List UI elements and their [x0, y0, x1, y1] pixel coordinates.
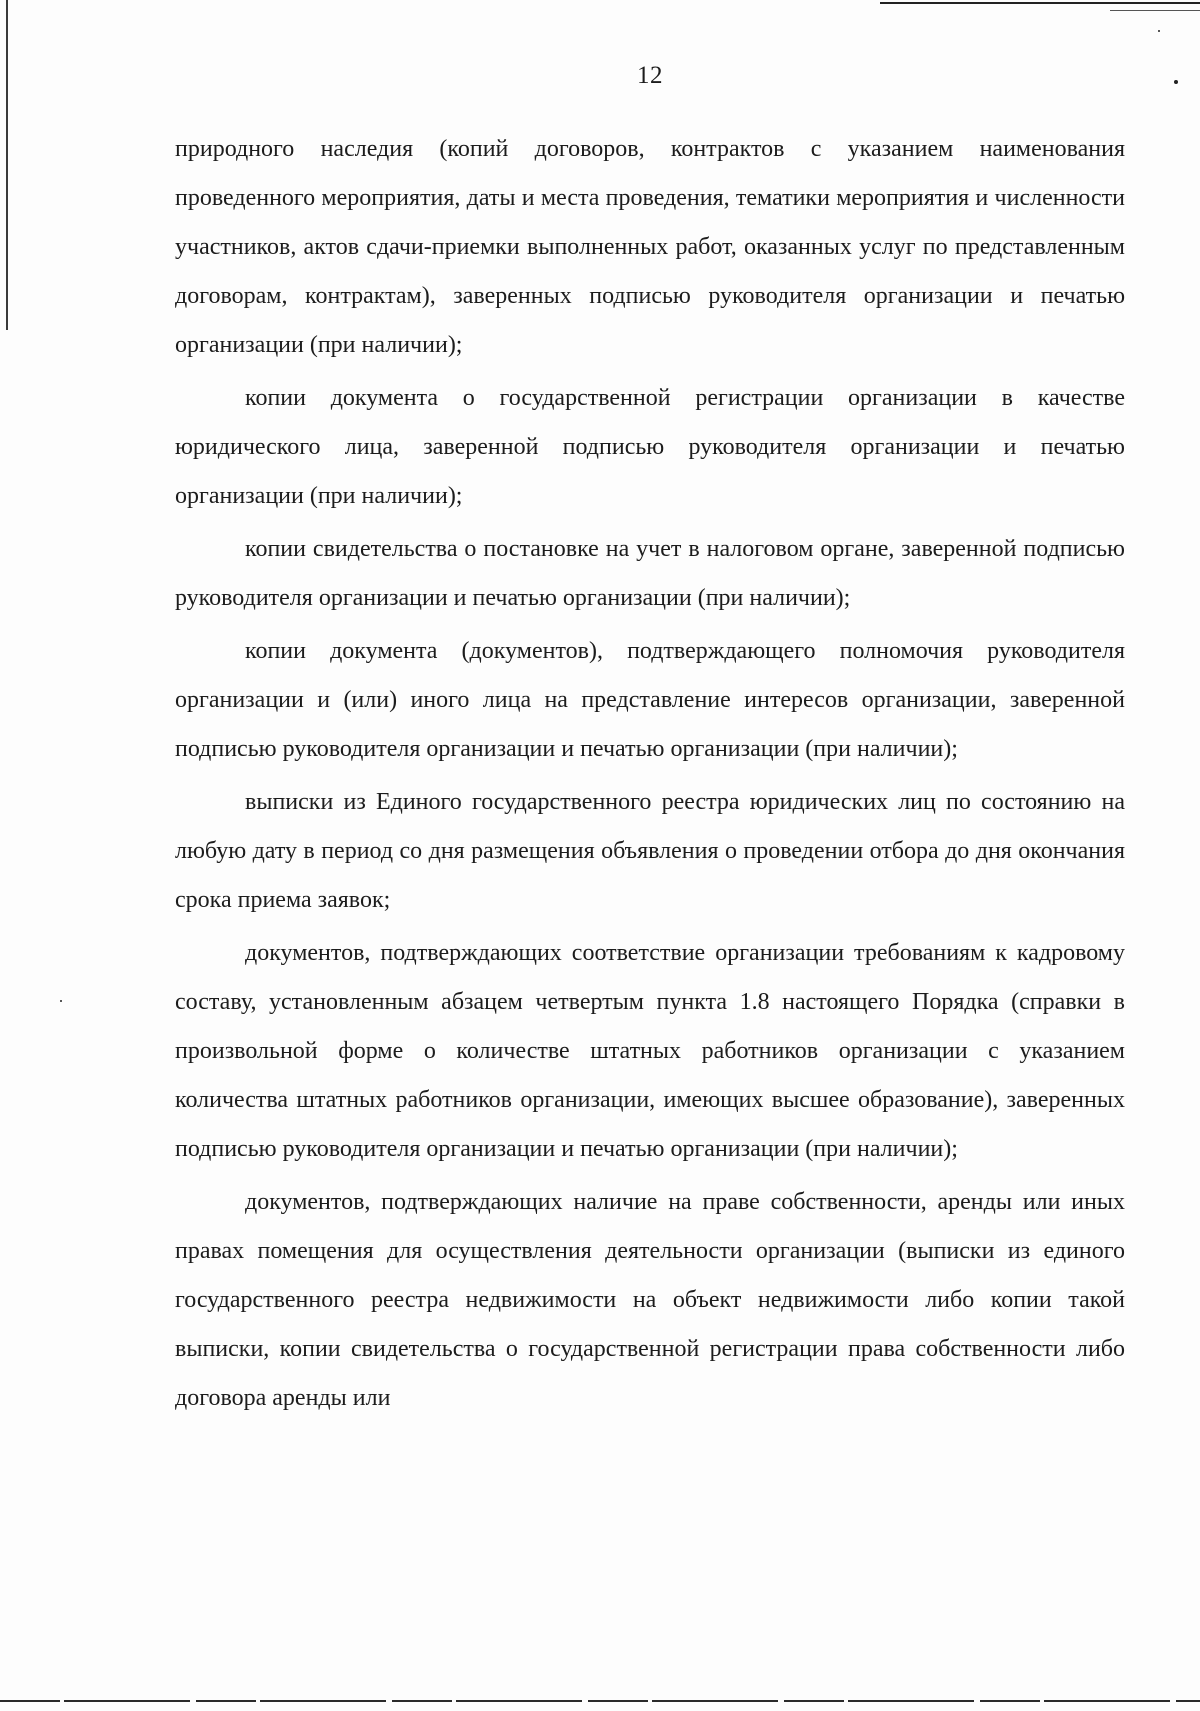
paragraph: копии документа о государственной регистрации организации в качестве юридического лица, заверенной подписью руководителя организации и печатью организации (при наличии);: [175, 385, 1125, 509]
paragraph: копии свидетельства о постановке на учет в налоговом органе, заверенной подписью руководителя организации и печатью организации (при наличии);: [175, 536, 1125, 611]
paragraph: документов, подтверждающих наличие на праве собственности, аренды или иных правах помещения для осуществления деятельности организации (выписки из единого государственного реестра недвижимости на объект недвижимости либо копии такой выписки, копии свидетельства о государственной регистрации права собственности либо договора аренды или: [175, 1189, 1125, 1411]
scan-top-rule-secondary: [1110, 10, 1200, 11]
scan-edge-line: [6, 0, 8, 330]
scan-speck: [1158, 30, 1160, 32]
scan-top-rule: [880, 2, 1200, 4]
paragraph: выписки из Единого государственного реестра юридических лиц по состоянию на любую дату в период со дня размещения объявления о проведении отбора до дня окончания срока приема заявок;: [175, 789, 1125, 913]
paragraph: копии документа (документов), подтверждающего полномочия руководителя организации и (или) иного лица на представление интересов организации, заверенной подписью руководителя организации и печатью организации (при наличии);: [175, 638, 1125, 762]
scan-bottom-rule: [0, 1700, 1200, 1702]
paragraph: документов, подтверждающих соответствие организации требованиям к кадровому составу, установленным абзацем четвертым пункта 1.8 настоящего Порядка (справки в произвольной форме о количестве штатных работников организации с указанием количества штатных работников организации, имеющих высшее образование), заверенных подписью руководителя организации и печатью организации (при наличии);: [175, 940, 1125, 1162]
scan-speck: [60, 1000, 62, 1002]
document-body: [175, 125, 1125, 1427]
paragraph: природного наследия (копий договоров, контрактов с указанием наименования проведенного мероприятия, даты и места проведения, тематики мероприятия и численности участников, актов сдачи-приемки выполненных работ, оказанных услуг по представленным договорам, контрактам), заверенных подписью руководителя организации и печатью организации (при наличии);: [175, 136, 1125, 358]
page-number: 12: [637, 62, 663, 89]
